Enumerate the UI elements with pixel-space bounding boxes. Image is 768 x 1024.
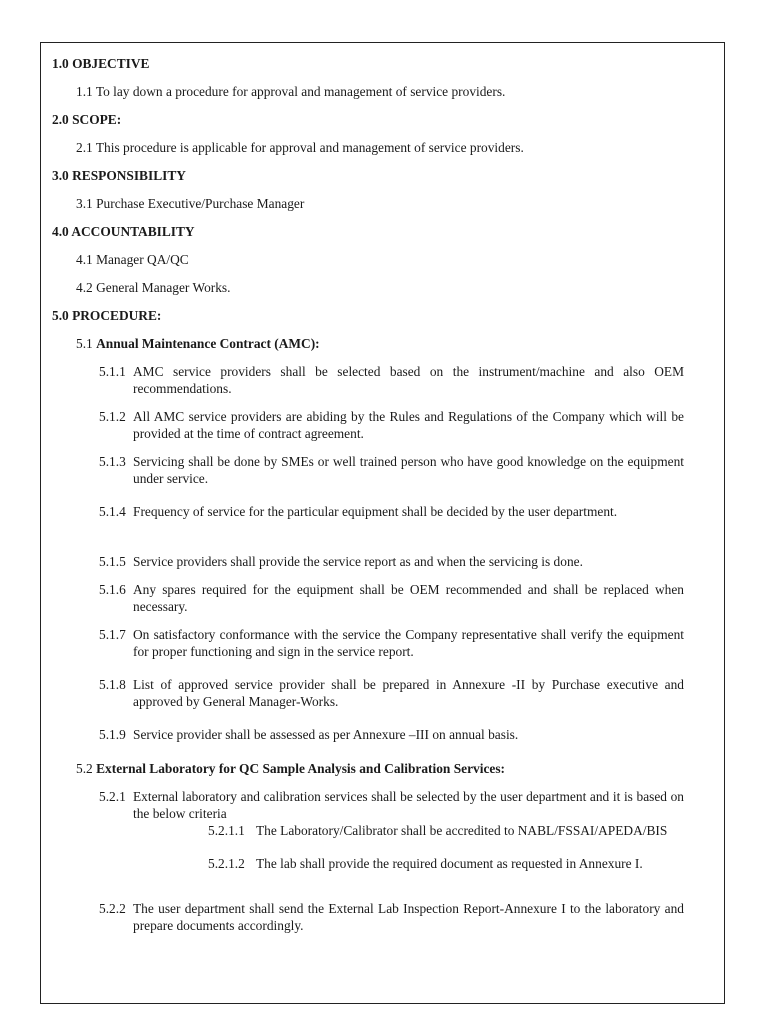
- procedure-item-text: Service providers shall provide the service report as and when the servicing is done.: [133, 554, 583, 569]
- accountability-item: 4.1 Manager QA/QC: [76, 252, 189, 267]
- item-number: 5.1.6: [99, 582, 126, 597]
- item-number: 5.2.1.2: [208, 856, 245, 871]
- procedure-item-text: The user department shall send the External Lab Inspection Report-Annexure I to the laboratory and prepare documents accordingly.: [133, 901, 684, 933]
- item-number: 5.1.3: [99, 454, 126, 469]
- subsection-external-lab: [76, 761, 505, 777]
- responsibility-item: 3.1 Purchase Executive/Purchase Manager: [76, 196, 305, 211]
- subsection-number: 5.2: [76, 761, 93, 776]
- item-number: 5.1.5: [99, 554, 126, 569]
- procedure-item-text: Frequency of service for the particular equipment shall be decided by the user department.: [133, 504, 618, 519]
- section-heading-procedure: 5.0 PROCEDURE:: [52, 308, 162, 323]
- item-number: 5.2.1.1: [208, 823, 245, 838]
- procedure-item-text: Any spares required for the equipment shall be OEM recommended and shall be replaced when necessary.: [133, 582, 684, 614]
- procedure-item-text: The Laboratory/Calibrator shall be accredited to NABL/FSSAI/APEDA/BIS: [256, 823, 668, 838]
- section-heading-objective: 1.0 OBJECTIVE: [52, 56, 150, 71]
- item-number: 5.1.8: [99, 677, 126, 692]
- procedure-item-text: On satisfactory conformance with the service the Company representative shall verify the equipment for proper functioning and sign in the service report.: [133, 627, 684, 659]
- accountability-item: 4.2 General Manager Works.: [76, 280, 231, 295]
- item-number: 5.1.2: [99, 409, 126, 424]
- procedure-item-text: List of approved service provider shall be prepared in Annexure -II by Purchase executive and approved by General Manager-Works.: [133, 677, 684, 709]
- scope-item: 2.1 This procedure is applicable for approval and management of service providers.: [76, 140, 524, 155]
- procedure-item-text: Servicing shall be done by SMEs or well trained person who have good knowledge on the equipment under service.: [133, 454, 684, 486]
- item-number: 5.1.1: [99, 364, 126, 379]
- procedure-item-text: Service provider shall be assessed as per Annexure –III on annual basis.: [133, 727, 519, 742]
- subsection-amc: [76, 336, 320, 352]
- objective-item: 1.1 To lay down a procedure for approval and management of service providers.: [76, 84, 506, 99]
- item-number: 5.2.1: [99, 789, 126, 804]
- subsection-title: External Laboratory for QC Sample Analysis and Calibration Services:: [96, 761, 506, 776]
- item-number: 5.1.4: [99, 504, 126, 519]
- subsection-title: Annual Maintenance Contract (AMC):: [96, 336, 320, 351]
- procedure-item-text: External laboratory and calibration services shall be selected by the user department and it is based on the below criteria: [133, 789, 684, 821]
- item-number: 5.1.9: [99, 727, 126, 742]
- section-heading-scope: 2.0 SCOPE:: [52, 112, 122, 127]
- procedure-item-text: All AMC service providers are abiding by the Rules and Regulations of the Company which will be provided at the time of contract agreement.: [133, 409, 684, 441]
- section-heading-accountability: 4.0 ACCOUNTABILITY: [52, 224, 195, 239]
- procedure-item-text: The lab shall provide the required document as requested in Annexure I.: [256, 856, 643, 871]
- section-heading-responsibility: 3.0 RESPONSIBILITY: [52, 168, 186, 183]
- subsection-number: 5.1: [76, 336, 93, 351]
- item-number: 5.2.2: [99, 901, 126, 916]
- procedure-item-text: AMC service providers shall be selected based on the instrument/machine and also OEM recommendations.: [133, 364, 684, 396]
- item-number: 5.1.7: [99, 627, 126, 642]
